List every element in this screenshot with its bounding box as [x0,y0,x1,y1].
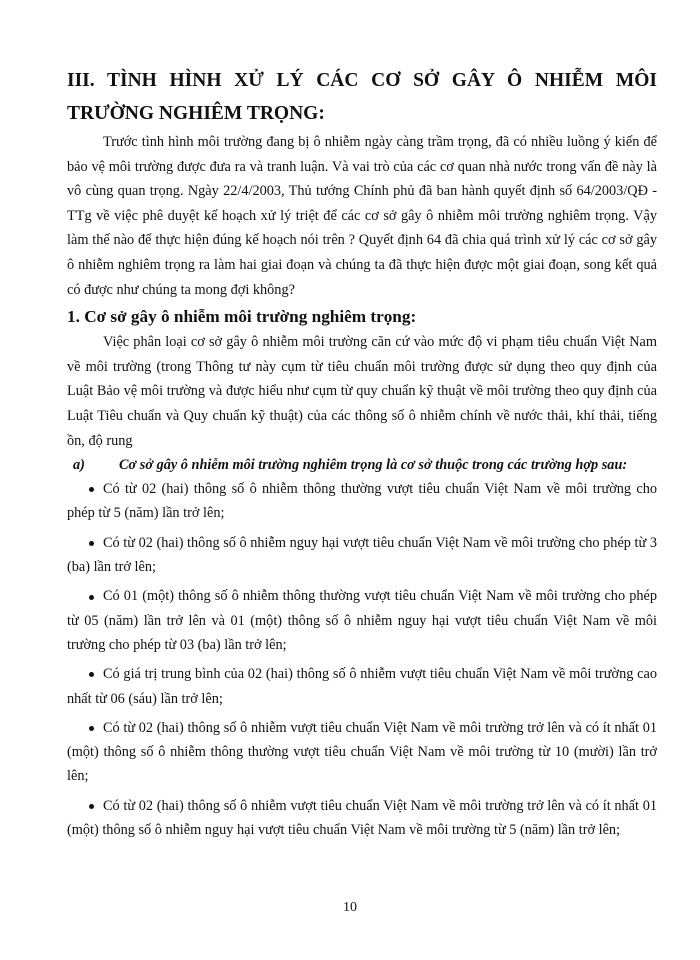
criteria-heading [67,453,657,477]
criteria-item-text: Có từ 02 (hai) thông số ô nhiễm nguy hại vượt tiêu chuẩn Việt Nam về môi trường cho phép từ 3 (ba) lần trở lên; [67,534,657,576]
criteria-item-text: Có từ 02 (hai) thông số ô nhiễm vượt tiêu chuẩn Việt Nam về môi trường trở lên và có ít nhất 01 (một) thông số ô nhiễm nguy hại vượt tiêu chuẩn Việt Nam về môi trường từ 5 (năm) lần trở lên; [67,797,657,838]
criteria-item [67,794,657,843]
criteria-item-text: Có từ 02 (hai) thông số ô nhiễm vượt tiêu chuẩn Việt Nam về môi trường trở lên và có ít nhất 01 (một) thông số ô nhiễm thông thường vượt tiêu chuẩn Việt Nam về môi trường từ 10 (mười) lần trở lên; [67,719,657,785]
document-page [67,64,657,847]
bullet-icon [89,595,94,600]
criteria-item [67,584,657,657]
criteria-item [67,531,657,580]
intro-paragraph: Trước tình hình môi trường đang bị ô nhiễm ngày càng trầm trọng, đã có nhiều luồng ý kiến để bảo vệ môi trường được đưa ra và tranh luận. Và vai trò của các cơ quan nhà nước trong vấn đề này là vô cùng quan trọng. Ngày 22/4/2003, Thủ tướng Chính phủ đã ban hành quyết định số 64/2003/QĐ - TTg về việc phê duyệt kế hoạch xử lý triệt để các cơ sở gây ô nhiễm môi trường nghiêm trọng. Vậy làm thế nào để thực hiện đúng kế hoạch nói trên ? Quyết định 64 đã chia quá trình xử lý các cơ sở gây ô nhiễm nghiêm trọng ra làm hai giai đoạn và chúng ta đã thực hiện được một giai đoạn, song kết quả có được như chúng ta mong đợi không? [67,134,657,298]
criteria-list [67,477,657,842]
subsection-title: 1. Cơ sở gây ô nhiễm môi trường nghiêm trọng: [67,307,417,327]
criteria-item [67,662,657,711]
section-title: III. TÌNH HÌNH XỬ LÝ CÁC CƠ SỞ GÂY Ô NHIỄM MÔI TRƯỜNG NGHIÊM TRỌNG: [67,70,657,124]
criteria-item [67,716,657,789]
criteria-marker: a) [73,457,85,474]
criteria-heading-text: Cơ sở gây ô nhiễm môi trường nghiêm trọng là cơ sở thuộc trong các trường hợp sau: [119,457,628,474]
bullet-icon [89,726,94,731]
bullet-icon [89,487,94,492]
bullet-icon [89,672,94,677]
subsection-paragraph: Việc phân loại cơ sở gây ô nhiễm môi trường căn cứ vào mức độ vi phạm tiêu chuẩn Việt Nam về môi trường (trong Thông tư này cụm từ tiêu chuẩn môi trường được sử dụng theo quy định của Luật Bảo vệ môi trường và được hiểu như cụm từ quy chuẩn kỹ thuật về môi trường theo quy định của Luật Tiêu chuẩn và Quy chuẩn kỹ thuật) của các thông số ô nhiễm chính về nước thải, khí thải, tiếng ồn, độ rung [67,334,657,449]
criteria-item-text: Có 01 (một) thông số ô nhiễm thông thường vượt tiêu chuẩn Việt Nam về môi trường cho phép từ 05 (năm) lần trở lên và 01 (một) thông số ô nhiễm nguy hại vượt tiêu chuẩn Việt Nam về môi trường cho phép từ 03 (ba) lần trở lên; [67,588,657,653]
criteria-item-text: Có giá trị trung bình của 02 (hai) thông số ô nhiễm vượt tiêu chuẩn Việt Nam về môi trường cao nhất từ 06 (sáu) lần trở lên; [67,666,657,707]
bullet-icon [89,541,94,546]
criteria-item [67,477,657,526]
page-number: 10 [343,900,357,915]
bullet-icon [89,804,94,809]
criteria-item-text: Có từ 02 (hai) thông số ô nhiễm thông thường vượt tiêu chuẩn Việt Nam về môi trường cho phép từ 5 (năm) lần trở lên; [67,481,657,522]
